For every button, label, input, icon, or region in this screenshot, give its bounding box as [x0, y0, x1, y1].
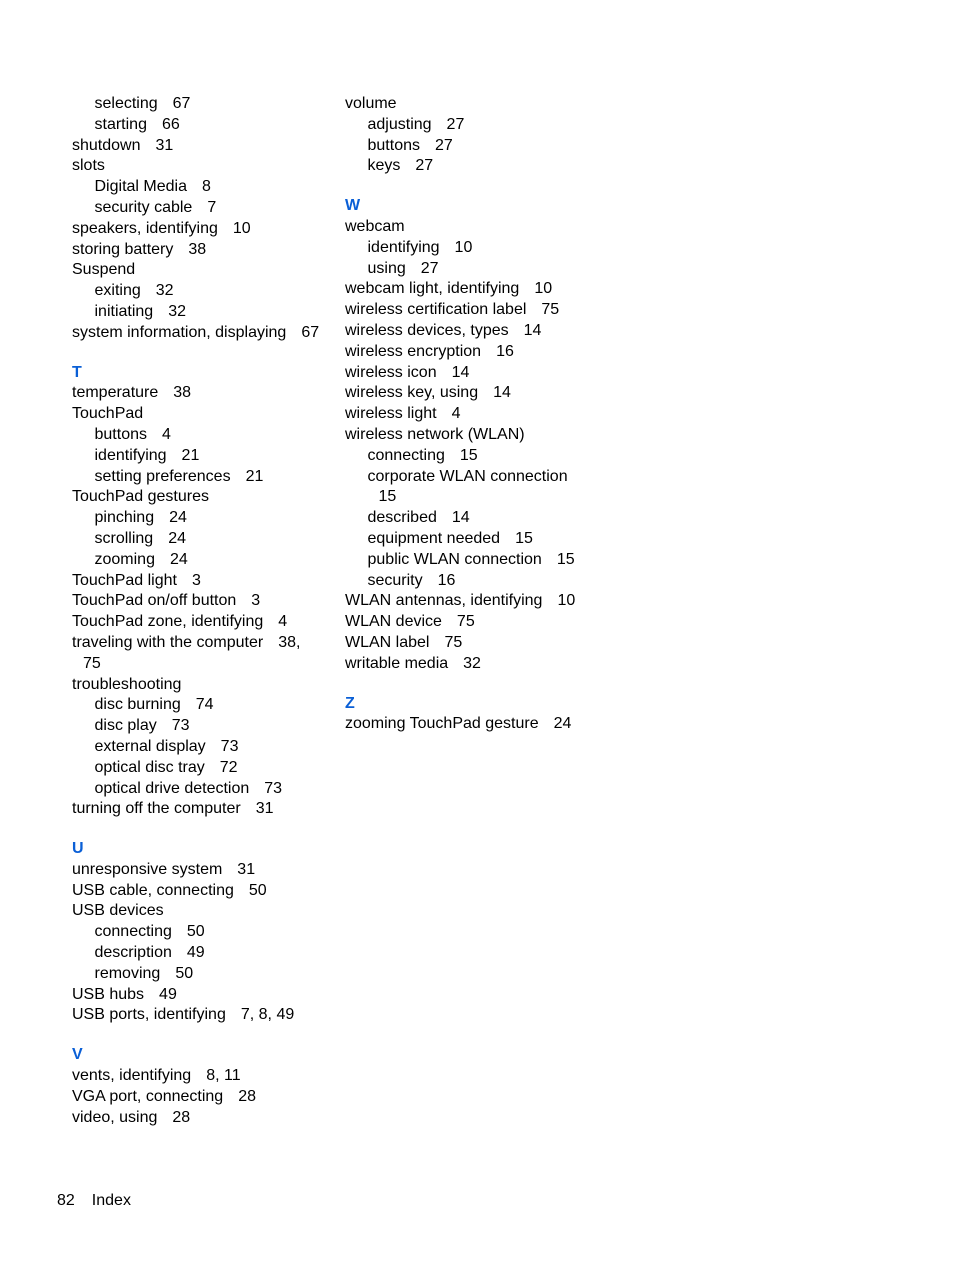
index-term: storing battery: [72, 240, 174, 258]
index-entry: [345, 363, 645, 384]
index-term: described: [367, 509, 437, 527]
index-entry: [72, 1066, 334, 1087]
index-column-right: [345, 94, 645, 735]
index-page-refs: 16: [437, 571, 456, 589]
index-page-refs: 75: [456, 613, 475, 631]
index-subentry: [72, 716, 334, 737]
index-term: slots: [72, 157, 105, 175]
index-page-refs: 21: [245, 467, 264, 485]
index-term: adjusting: [367, 115, 432, 133]
section-letter: U: [72, 840, 84, 858]
index-subentry: [72, 922, 334, 943]
index-entry: [72, 985, 334, 1006]
index-term: temperature: [72, 384, 159, 402]
index-term: equipment needed: [367, 529, 501, 547]
index-subentry: [72, 467, 334, 488]
index-page-refs: 75: [541, 301, 560, 319]
index-entry: [72, 156, 334, 177]
index-subentry: [72, 177, 334, 198]
index-page-refs: 15: [378, 488, 397, 506]
index-page-refs: 73: [171, 717, 190, 735]
index-entry: [345, 279, 645, 300]
index-term: starting: [94, 115, 147, 133]
index-term: TouchPad on/off button: [72, 592, 237, 610]
index-entry: [345, 612, 645, 633]
index-page-refs: 8, 11: [206, 1067, 241, 1085]
index-entry: [345, 217, 645, 238]
index-entry: [345, 654, 645, 675]
index-term: TouchPad light: [72, 571, 177, 589]
index-page-refs: 75: [444, 633, 463, 651]
index-page-refs: 7: [207, 198, 217, 216]
index-term: buttons: [367, 136, 420, 154]
index-term: video, using: [72, 1108, 158, 1126]
index-page-refs: 21: [181, 446, 200, 464]
index-subentry: [345, 467, 645, 488]
index-subentry: [345, 508, 645, 529]
section-letter: V: [72, 1046, 83, 1064]
index-term: volume: [345, 95, 397, 112]
index-page-refs: 27: [415, 157, 434, 175]
index-subentry: [345, 156, 645, 177]
index-page-refs: 10: [232, 219, 251, 237]
index-subentry: [345, 571, 645, 592]
index-subentry: [72, 737, 334, 758]
index-term: scrolling: [94, 529, 154, 547]
index-term: webcam light, identifying: [345, 280, 520, 298]
index-entry: [72, 323, 334, 344]
index-subentry: [72, 198, 334, 219]
index-term: initiating: [94, 302, 154, 320]
index-entry: [72, 1087, 334, 1108]
index-term: writable media: [345, 654, 449, 672]
index-subentry: [345, 238, 645, 259]
index-page-refs: 72: [219, 758, 238, 776]
index-entry: [72, 571, 334, 592]
index-term: identifying: [367, 238, 440, 256]
index-page-refs: 3: [191, 571, 201, 589]
index-term: wireless key, using: [345, 384, 479, 402]
index-term: description: [94, 944, 172, 962]
index-page-refs: 74: [195, 696, 214, 714]
index-term: security: [367, 571, 423, 589]
index-page-refs: 15: [459, 446, 478, 464]
index-entry: [345, 321, 645, 342]
index-term: corporate WLAN connection: [367, 467, 568, 485]
index-subentry: [345, 115, 645, 136]
index-subentry: [72, 115, 334, 136]
index-entry: [72, 487, 334, 508]
index-page-refs: 14: [451, 509, 470, 527]
index-page-refs: 38,: [278, 633, 301, 651]
index-subentry: [72, 758, 334, 779]
section-letter: T: [72, 363, 82, 381]
index-term: USB hubs: [72, 985, 145, 1003]
index-entry: [72, 591, 334, 612]
index-subentry: [345, 446, 645, 467]
index-page-refs: 38: [188, 240, 207, 258]
index-term: wireless icon: [345, 363, 437, 381]
index-page-refs: 14: [523, 321, 542, 339]
index-term: buttons: [94, 425, 147, 443]
index-page-refs: 28: [238, 1087, 256, 1105]
index-entry: [72, 404, 334, 425]
index-page-refs: 67: [172, 95, 191, 112]
index-page-refs: 24: [169, 550, 188, 568]
index-column-left: [72, 94, 334, 1128]
index-subentry: [72, 446, 334, 467]
index-entry: [72, 860, 334, 881]
index-term: USB ports, identifying: [72, 1006, 226, 1024]
index-page-refs: 7, 8, 49: [240, 1006, 295, 1024]
index-entry: [72, 260, 334, 281]
index-subentry: [72, 302, 334, 323]
index-entry: [72, 219, 334, 240]
index-term: wireless devices, types: [345, 321, 509, 339]
index-page-refs: 27: [420, 259, 439, 277]
index-term: TouchPad gestures: [72, 488, 209, 506]
index-subentry: [72, 695, 334, 716]
section-name: Index: [91, 1192, 131, 1209]
index-page-refs: 32: [155, 282, 174, 300]
index-subentry: [72, 529, 334, 550]
index-term: disc play: [94, 717, 157, 735]
index-term: public WLAN connection: [367, 550, 542, 568]
index-page-refs: 73: [220, 737, 239, 755]
index-term: WLAN label: [345, 633, 430, 651]
index-term: VGA port, connecting: [72, 1087, 224, 1105]
index-page-refs: 24: [169, 509, 187, 527]
index-page-refs: 32: [463, 654, 481, 672]
index-term: troubleshooting: [72, 675, 182, 693]
index-page-refs: 10: [454, 238, 473, 256]
index-term: keys: [367, 157, 401, 175]
index-term: wireless light: [345, 405, 437, 423]
index-term: USB devices: [72, 902, 164, 920]
index-page-refs: 28: [172, 1108, 191, 1126]
index-term: turning off the computer: [72, 800, 241, 818]
index-term: wireless network (WLAN): [345, 425, 525, 443]
index-entry: [72, 612, 334, 633]
index-term: system information, displaying: [72, 323, 287, 341]
index-term: USB cable, connecting: [72, 881, 234, 899]
index-term: optical disc tray: [94, 758, 205, 776]
index-term: vents, identifying: [72, 1067, 192, 1085]
index-entry: [345, 404, 645, 425]
index-page-refs: 73: [264, 779, 283, 797]
index-term: zooming TouchPad gesture: [345, 715, 539, 733]
index-page-refs: 4: [451, 405, 461, 423]
index-term: external display: [94, 737, 206, 755]
index-entry: [345, 633, 645, 654]
index-page-refs: 67: [301, 323, 320, 341]
index-subentry: [72, 779, 334, 800]
index-page-refs: 24: [553, 715, 572, 733]
index-subentry: [72, 508, 334, 529]
index-entry: [345, 342, 645, 363]
index-entry: [72, 881, 334, 902]
index-page-refs: 10: [534, 280, 553, 298]
index-term: optical drive detection: [94, 779, 250, 797]
index-entry: [72, 240, 334, 261]
index-page-refs: 38: [173, 384, 192, 402]
index-page-refs: 49: [186, 944, 205, 962]
index-entry: [345, 94, 645, 115]
index-entry: [72, 1108, 334, 1129]
index-page-refs: 50: [175, 964, 194, 982]
index-entry: [72, 675, 334, 696]
index-page-refs: 31: [155, 136, 174, 154]
index-subentry: [345, 136, 645, 157]
index-term: selecting: [94, 95, 158, 112]
index-entry: [345, 714, 645, 735]
index-subentry: [345, 259, 645, 280]
index-term: exiting: [94, 282, 141, 300]
index-page-refs: 24: [168, 529, 186, 547]
index-page-refs: 4: [278, 613, 288, 631]
index-term: shutdown: [72, 136, 141, 154]
index-term: webcam: [345, 217, 405, 235]
index-page-refs: 50: [186, 923, 205, 941]
index-subentry: [72, 425, 334, 446]
index-page-refs: 75: [83, 654, 101, 672]
index-subentry: [72, 94, 334, 115]
section-letter: W: [345, 197, 361, 215]
index-subentry: [72, 281, 334, 302]
index-page-refs: 27: [434, 136, 453, 154]
index-subentry: [72, 550, 334, 571]
index-term: WLAN device: [345, 613, 442, 631]
index-term: speakers, identifying: [72, 219, 218, 237]
index-term: traveling with the computer: [72, 633, 264, 651]
index-entry-continuation: [72, 654, 334, 675]
index-entry: [345, 383, 645, 404]
index-term: Suspend: [72, 261, 136, 279]
index-entry: [72, 799, 334, 820]
index-term: setting preferences: [94, 467, 231, 485]
index-entry: [72, 633, 334, 654]
index-page-refs: 14: [493, 384, 511, 402]
index-entry: [72, 383, 334, 404]
index-entry: [345, 300, 645, 321]
index-page-refs: 32: [168, 302, 186, 320]
index-term: Digital Media: [94, 178, 187, 196]
index-term: disc burning: [94, 696, 181, 714]
index-term: connecting: [94, 923, 172, 941]
index-term: pinching: [94, 509, 155, 527]
index-page-refs: 16: [496, 342, 514, 360]
index-page-refs: 31: [237, 860, 256, 878]
page-number: 82: [57, 1192, 75, 1209]
index-entry: [72, 136, 334, 157]
page-footer: [57, 1190, 131, 1212]
index-page-refs: 66: [161, 115, 180, 133]
index-term: zooming: [94, 550, 155, 568]
index-page-refs: 15: [556, 550, 575, 568]
index-term: security cable: [94, 198, 193, 216]
index-subentry: [72, 943, 334, 964]
index-entry: [345, 591, 645, 612]
index-subentry: [345, 529, 645, 550]
index-term: connecting: [367, 446, 445, 464]
index-entry: [72, 901, 334, 922]
index-entry-continuation: [345, 487, 645, 508]
index-page-refs: 4: [161, 425, 171, 443]
section-letter: Z: [345, 694, 355, 712]
index-page-refs: 10: [557, 592, 576, 610]
index-term: TouchPad: [72, 405, 144, 423]
index-entry: [72, 1005, 334, 1026]
index-entry: [345, 425, 645, 446]
index-term: wireless certification label: [345, 301, 527, 319]
index-page-refs: 14: [451, 363, 470, 381]
index-term: identifying: [94, 446, 167, 464]
index-term: using: [367, 259, 406, 277]
index-page-refs: 15: [515, 529, 533, 547]
index-subentry: [72, 964, 334, 985]
index-page-refs: 31: [255, 800, 274, 818]
index-subentry: [345, 550, 645, 571]
index-term: unresponsive system: [72, 860, 223, 878]
index-page-refs: 27: [446, 115, 465, 133]
index-term: TouchPad zone, identifying: [72, 613, 264, 631]
index-page-refs: 50: [248, 881, 267, 899]
index-page-refs: 8: [201, 178, 211, 196]
index-page-refs: 3: [251, 592, 261, 610]
index-term: WLAN antennas, identifying: [345, 592, 543, 610]
index-term: wireless encryption: [345, 342, 482, 360]
index-page-refs: 49: [159, 985, 177, 1003]
index-term: removing: [94, 964, 161, 982]
